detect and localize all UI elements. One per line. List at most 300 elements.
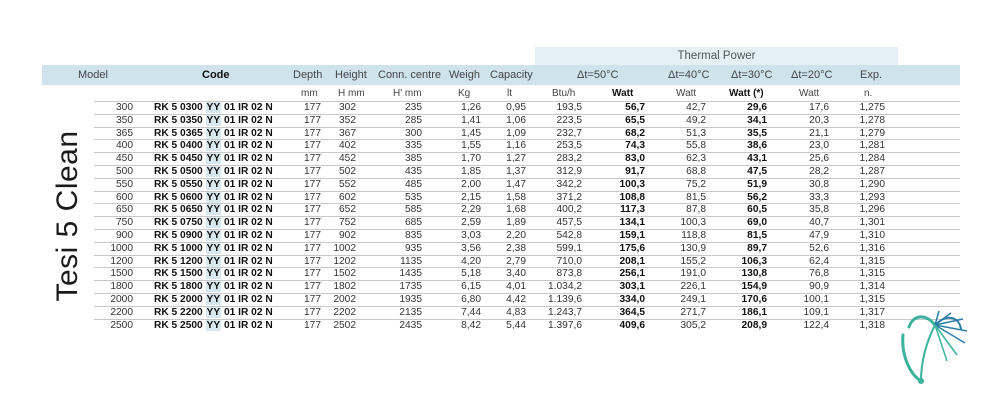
cell-watt50: 65,5 xyxy=(625,114,645,126)
cell-weight: 1,55 xyxy=(461,140,481,152)
cell-watt30: 29,6 xyxy=(747,102,767,113)
code-yy: YY xyxy=(206,102,221,113)
code-prefix: RK 5 0450 xyxy=(154,153,206,165)
cell-weight: 1,26 xyxy=(461,102,481,113)
cell-depth: 177 xyxy=(304,281,321,293)
code-prefix: RK 5 0650 xyxy=(154,204,206,216)
cell-capacity: 0,95 xyxy=(506,102,526,113)
cell-watt40: 75,2 xyxy=(686,178,706,190)
cell-watt40: 118,8 xyxy=(681,229,706,241)
cell-watt20: 40,7 xyxy=(809,217,829,229)
cell-watt30: 38,6 xyxy=(747,140,767,152)
cell-exp: 1,310 xyxy=(859,229,885,241)
cell-weight: 4,20 xyxy=(461,255,481,267)
code-suffix: 01 IR 02 N xyxy=(221,306,273,318)
cell-model: 500 xyxy=(116,165,133,177)
code-yy: YY xyxy=(206,229,221,241)
header-dt30: Δt=30°C xyxy=(731,69,773,81)
cell-model: 2200 xyxy=(110,306,133,318)
cell-exp: 1,278 xyxy=(859,114,885,126)
cell-height: 602 xyxy=(339,191,356,203)
cell-depth: 177 xyxy=(304,178,321,190)
cell-watt30: 208,9 xyxy=(741,319,767,331)
cell-capacity: 1,58 xyxy=(506,191,526,203)
header-exp: Exp. xyxy=(860,69,883,81)
product-series-title-text: Tesi 5 Clean xyxy=(51,130,84,302)
cell-watt30: 35,5 xyxy=(747,127,767,139)
cell-watt30: 43,1 xyxy=(747,153,767,165)
cell-height: 652 xyxy=(339,204,356,216)
code-prefix: RK 5 1500 xyxy=(154,268,206,280)
cell-code xyxy=(154,179,273,191)
code-yy: YY xyxy=(206,255,221,267)
header-model: Model xyxy=(78,69,108,81)
cell-watt30: 60,5 xyxy=(747,204,767,216)
cell-watt40: 305,2 xyxy=(680,319,706,331)
cell-height: 302 xyxy=(339,102,356,113)
cell-conn: 2135 xyxy=(399,306,422,318)
cell-model: 350 xyxy=(116,114,133,126)
cell-height: 452 xyxy=(339,153,356,165)
cell-btu: 542,8 xyxy=(556,229,582,241)
cell-conn: 685 xyxy=(405,217,422,229)
header-weight: Weigh xyxy=(449,69,480,81)
cell-capacity: 3,40 xyxy=(506,268,526,280)
cell-watt30: 106,3 xyxy=(741,255,767,267)
cell-depth: 177 xyxy=(304,153,321,165)
cell-height: 1002 xyxy=(333,242,356,254)
cell-watt40: 42,7 xyxy=(686,102,706,113)
cell-watt50: 208,1 xyxy=(619,255,645,267)
cell-model: 900 xyxy=(116,229,133,241)
code-suffix: 01 IR 02 N xyxy=(221,140,273,152)
unit-exp: n. xyxy=(864,88,873,99)
cell-code xyxy=(154,256,273,268)
cell-conn: 835 xyxy=(405,229,422,241)
cell-weight: 2,59 xyxy=(461,217,481,229)
unit-height: H mm xyxy=(338,88,365,99)
code-suffix: 01 IR 02 N xyxy=(221,165,273,177)
header-dt50: Δt=50°C xyxy=(577,69,619,81)
unit-capacity: lt xyxy=(507,88,512,99)
cell-btu: 312,9 xyxy=(556,165,582,177)
cell-height: 367 xyxy=(339,127,356,139)
cell-height: 2502 xyxy=(333,319,356,331)
cell-btu: 342,2 xyxy=(556,178,582,190)
cell-depth: 177 xyxy=(304,204,321,216)
cell-model: 1800 xyxy=(110,281,133,293)
cell-capacity: 2,79 xyxy=(506,255,526,267)
cell-depth: 177 xyxy=(304,140,321,152)
cell-depth: 177 xyxy=(304,242,321,254)
unit-depth: mm xyxy=(301,88,318,99)
cell-height: 502 xyxy=(339,165,356,177)
cell-watt40: 68,8 xyxy=(686,165,706,177)
cell-model: 2000 xyxy=(110,293,133,305)
table-row xyxy=(94,114,960,127)
cell-btu: 371,2 xyxy=(556,191,582,203)
radiator-table xyxy=(94,101,960,331)
cell-conn: 235 xyxy=(405,102,422,113)
unit-watt30: Watt (*) xyxy=(729,88,764,99)
unit-conn: H' mm xyxy=(393,88,422,99)
cell-code xyxy=(154,217,273,229)
cell-exp: 1,281 xyxy=(859,140,885,152)
product-series-title xyxy=(42,102,94,330)
cell-capacity: 1,47 xyxy=(506,178,526,190)
cell-model: 550 xyxy=(116,178,133,190)
cell-capacity: 1,06 xyxy=(506,114,526,126)
cell-code xyxy=(154,281,273,293)
cell-watt20: 35,8 xyxy=(809,204,829,216)
cell-code xyxy=(154,166,273,178)
unit-watt20: Watt xyxy=(799,88,820,99)
cell-capacity: 4,01 xyxy=(506,281,526,293)
cell-weight: 2,00 xyxy=(461,178,481,190)
cell-capacity: 1,37 xyxy=(506,165,526,177)
code-yy: YY xyxy=(206,204,221,216)
header-conn-centre: Conn. centre xyxy=(378,69,441,81)
cell-btu: 1.139,6 xyxy=(548,293,582,305)
cell-watt50: 91,7 xyxy=(625,165,645,177)
cell-model: 365 xyxy=(116,127,133,139)
code-yy: YY xyxy=(206,268,221,280)
cell-code xyxy=(154,115,273,127)
cell-depth: 177 xyxy=(304,165,321,177)
code-prefix: RK 5 0600 xyxy=(154,191,206,203)
cell-watt40: 51,3 xyxy=(686,127,706,139)
cell-capacity: 2,20 xyxy=(506,229,526,241)
cell-code xyxy=(154,192,273,204)
code-yy: YY xyxy=(206,293,221,305)
table-row xyxy=(94,319,960,332)
cell-watt20: 28,2 xyxy=(809,165,829,177)
code-suffix: 01 IR 02 N xyxy=(221,229,273,241)
code-prefix: RK 5 2500 xyxy=(154,319,206,331)
cell-height: 902 xyxy=(339,229,356,241)
cell-conn: 585 xyxy=(405,204,422,216)
cell-depth: 177 xyxy=(304,306,321,318)
cell-btu: 457,5 xyxy=(556,217,582,229)
cell-depth: 177 xyxy=(304,319,321,331)
code-yy: YY xyxy=(206,114,221,126)
cell-capacity: 4,83 xyxy=(506,306,526,318)
table-row xyxy=(94,139,960,152)
cell-btu: 1.034,2 xyxy=(548,281,582,293)
header-dt40: Δt=40°C xyxy=(668,69,710,81)
cell-model: 2500 xyxy=(110,319,133,331)
cell-conn: 1135 xyxy=(400,255,422,267)
cell-exp: 1,316 xyxy=(859,242,885,254)
table-row xyxy=(94,165,960,178)
cell-code xyxy=(154,204,273,216)
code-suffix: 01 IR 02 N xyxy=(221,178,273,190)
code-prefix: RK 5 0350 xyxy=(154,114,206,126)
cell-height: 1502 xyxy=(333,268,356,280)
cell-capacity: 5,44 xyxy=(506,319,526,331)
cell-weight: 7,44 xyxy=(461,306,481,318)
code-suffix: 01 IR 02 N xyxy=(221,255,273,267)
cell-code xyxy=(154,153,273,165)
cell-watt30: 51,9 xyxy=(747,178,767,190)
cell-capacity: 4,42 xyxy=(506,293,526,305)
cell-watt50: 108,8 xyxy=(619,191,645,203)
cell-btu: 193,5 xyxy=(556,102,582,113)
code-prefix: RK 5 1200 xyxy=(154,255,206,267)
cell-model: 450 xyxy=(116,153,133,165)
cell-watt30: 69,0 xyxy=(747,217,767,229)
cell-model: 1200 xyxy=(110,255,133,267)
code-yy: YY xyxy=(206,140,221,152)
code-prefix: RK 5 2200 xyxy=(154,306,206,318)
cell-capacity: 1,27 xyxy=(506,153,526,165)
cell-weight: 1,85 xyxy=(461,165,481,177)
code-prefix: RK 5 0400 xyxy=(154,140,206,152)
cell-exp: 1,284 xyxy=(859,153,885,165)
table-row xyxy=(94,216,960,229)
cell-watt50: 117,3 xyxy=(620,204,645,216)
cell-watt50: 74,3 xyxy=(625,140,645,152)
code-suffix: 01 IR 02 N xyxy=(221,268,273,280)
cell-depth: 177 xyxy=(304,268,321,280)
cell-conn: 535 xyxy=(405,191,422,203)
cell-code xyxy=(154,307,273,319)
cell-btu: 1.243,7 xyxy=(548,306,582,318)
cell-watt30: 81,5 xyxy=(747,229,767,241)
cell-watt30: 47,5 xyxy=(747,165,767,177)
header-depth: Depth xyxy=(293,69,323,81)
cell-watt20: 20,3 xyxy=(809,114,829,126)
cell-conn: 485 xyxy=(405,178,422,190)
table-row xyxy=(94,152,960,165)
cell-watt40: 100,3 xyxy=(680,217,706,229)
cell-exp: 1,301 xyxy=(859,217,885,229)
cell-watt40: 249,1 xyxy=(680,293,706,305)
cell-weight: 1,70 xyxy=(461,153,481,165)
table-row xyxy=(94,280,960,293)
code-prefix: RK 5 0300 xyxy=(154,102,206,113)
cell-watt50: 256,1 xyxy=(619,268,645,280)
cell-exp: 1,315 xyxy=(859,293,885,305)
cell-code xyxy=(154,128,273,140)
code-suffix: 01 IR 02 N xyxy=(221,281,273,293)
unit-btu: Btu/h xyxy=(552,88,576,99)
cell-model: 1000 xyxy=(110,242,133,254)
cell-height: 1802 xyxy=(333,281,356,293)
cell-watt50: 303,1 xyxy=(619,281,645,293)
cell-code xyxy=(154,243,273,255)
code-yy: YY xyxy=(206,165,221,177)
table-row xyxy=(94,101,960,114)
cell-exp: 1,314 xyxy=(859,281,885,293)
cell-depth: 177 xyxy=(304,102,321,113)
table-row xyxy=(94,229,960,242)
cell-capacity: 1,89 xyxy=(506,217,526,229)
cell-weight: 2,15 xyxy=(461,191,481,203)
cell-watt30: 89,7 xyxy=(747,242,767,254)
cell-exp: 1,318 xyxy=(859,319,885,331)
table-row xyxy=(94,191,960,204)
cell-watt40: 271,7 xyxy=(680,306,706,318)
code-suffix: 01 IR 02 N xyxy=(221,319,273,331)
code-prefix: RK 5 0550 xyxy=(154,178,206,190)
cell-watt20: 47,9 xyxy=(809,229,829,241)
cell-btu: 253,5 xyxy=(556,140,582,152)
cell-height: 552 xyxy=(339,178,356,190)
cell-watt20: 52,6 xyxy=(809,242,829,254)
thermal-power-label: Thermal Power xyxy=(677,50,756,62)
cell-conn: 1735 xyxy=(399,281,422,293)
code-yy: YY xyxy=(206,217,221,229)
cell-conn: 435 xyxy=(405,165,422,177)
cell-code xyxy=(154,320,273,332)
table-row xyxy=(94,255,960,268)
cell-watt40: 87,8 xyxy=(686,204,706,216)
code-suffix: 01 IR 02 N xyxy=(221,242,273,254)
code-yy: YY xyxy=(206,242,221,254)
code-suffix: 01 IR 02 N xyxy=(221,153,273,165)
cell-depth: 177 xyxy=(304,217,321,229)
cell-watt40: 55,8 xyxy=(686,140,706,152)
cell-conn: 335 xyxy=(405,140,422,152)
cell-depth: 177 xyxy=(304,293,321,305)
cell-height: 1202 xyxy=(333,255,356,267)
cell-watt50: 334,0 xyxy=(619,293,645,305)
cell-exp: 1,315 xyxy=(859,268,885,280)
cell-watt50: 134,1 xyxy=(619,217,645,229)
cell-capacity: 2,38 xyxy=(506,242,526,254)
cell-watt30: 154,9 xyxy=(741,281,767,293)
cell-weight: 1,45 xyxy=(461,127,481,139)
cell-model: 600 xyxy=(116,191,133,203)
cell-conn: 935 xyxy=(405,242,422,254)
code-yy: YY xyxy=(206,306,221,318)
cell-exp: 1,275 xyxy=(859,102,885,113)
cell-watt40: 155,2 xyxy=(680,255,706,267)
cell-height: 402 xyxy=(339,140,356,152)
unit-watt50: Watt xyxy=(612,88,634,99)
code-prefix: RK 5 0500 xyxy=(154,165,206,177)
cell-model: 650 xyxy=(116,204,133,216)
cell-code xyxy=(154,140,273,152)
header-dt20: Δt=20°C xyxy=(791,69,833,81)
cell-btu: 283,2 xyxy=(556,153,582,165)
code-yy: YY xyxy=(206,319,221,331)
cell-weight: 8,42 xyxy=(461,319,481,331)
cell-watt50: 159,1 xyxy=(619,229,645,241)
table-row xyxy=(94,293,960,306)
cell-conn: 2435 xyxy=(399,319,422,331)
cell-btu: 710,0 xyxy=(556,255,582,267)
cell-btu: 873,8 xyxy=(556,268,582,280)
code-prefix: RK 5 2000 xyxy=(154,293,206,305)
cell-watt20: 100,1 xyxy=(803,293,829,305)
table-row xyxy=(94,127,960,140)
cell-watt20: 25,6 xyxy=(809,153,829,165)
cell-conn: 1435 xyxy=(399,268,422,280)
cell-model: 750 xyxy=(116,217,133,229)
cell-watt30: 130,8 xyxy=(741,268,767,280)
cell-exp: 1,293 xyxy=(859,191,885,203)
cell-height: 2002 xyxy=(333,293,356,305)
header-height: Height xyxy=(335,69,367,81)
cell-weight: 6,80 xyxy=(461,293,481,305)
cell-exp: 1,279 xyxy=(859,127,885,139)
cell-exp: 1,287 xyxy=(859,165,885,177)
cell-model: 400 xyxy=(116,140,133,152)
table-row xyxy=(94,203,960,216)
cell-conn: 285 xyxy=(405,114,422,126)
cell-watt20: 76,8 xyxy=(809,268,829,280)
cell-watt40: 191,0 xyxy=(680,268,706,280)
cell-watt50: 68,2 xyxy=(625,127,645,139)
cell-height: 752 xyxy=(339,217,356,229)
cell-watt20: 33,3 xyxy=(809,191,829,203)
cell-weight: 3,03 xyxy=(461,229,481,241)
code-prefix: RK 5 0750 xyxy=(154,217,206,229)
cell-code xyxy=(154,230,273,242)
cell-depth: 177 xyxy=(304,255,321,267)
cell-watt40: 49,2 xyxy=(686,114,706,126)
code-prefix: RK 5 0365 xyxy=(154,127,206,139)
cell-weight: 3,56 xyxy=(461,242,481,254)
table-row xyxy=(94,267,960,280)
cell-weight: 5,18 xyxy=(461,268,481,280)
code-prefix: RK 5 0900 xyxy=(154,229,206,241)
cell-watt50: 409,6 xyxy=(619,319,645,331)
cell-depth: 177 xyxy=(304,127,321,139)
cell-code xyxy=(154,268,273,280)
cell-watt30: 56,2 xyxy=(747,191,767,203)
cell-conn: 385 xyxy=(405,153,422,165)
code-suffix: 01 IR 02 N xyxy=(221,114,273,126)
cell-watt20: 17,6 xyxy=(809,102,829,113)
cell-watt40: 226,1 xyxy=(680,281,706,293)
cell-watt50: 56,7 xyxy=(625,102,645,113)
code-suffix: 01 IR 02 N xyxy=(221,204,273,216)
cell-watt50: 175,6 xyxy=(619,242,645,254)
cell-watt30: 186,1 xyxy=(741,306,767,318)
cell-capacity: 1,68 xyxy=(506,204,526,216)
table-row xyxy=(94,178,960,191)
cell-btu: 232,7 xyxy=(556,127,582,139)
cell-weight: 6,15 xyxy=(461,281,481,293)
header-capacity: Capacity xyxy=(490,69,533,81)
header-code: Code xyxy=(202,69,230,81)
cell-watt30: 170,6 xyxy=(741,293,767,305)
cell-btu: 599,1 xyxy=(556,242,582,254)
cell-exp: 1,317 xyxy=(859,306,885,318)
code-suffix: 01 IR 02 N xyxy=(221,191,273,203)
cell-height: 352 xyxy=(339,114,356,126)
cell-code xyxy=(154,102,273,114)
code-suffix: 01 IR 02 N xyxy=(221,293,273,305)
cell-watt50: 364,5 xyxy=(619,306,645,318)
cell-depth: 177 xyxy=(304,229,321,241)
cell-watt50: 100,3 xyxy=(619,178,645,190)
table-row xyxy=(94,306,960,319)
cell-watt20: 122,4 xyxy=(803,319,829,331)
cell-conn: 1935 xyxy=(399,293,422,305)
cell-watt40: 81,5 xyxy=(686,191,706,203)
cell-watt20: 90,9 xyxy=(809,281,829,293)
cell-btu: 400,2 xyxy=(556,204,582,216)
cell-exp: 1,315 xyxy=(859,255,885,267)
cell-weight: 1,41 xyxy=(461,114,481,126)
code-yy: YY xyxy=(206,191,221,203)
cell-btu: 223,5 xyxy=(556,114,582,126)
code-yy: YY xyxy=(206,127,221,139)
